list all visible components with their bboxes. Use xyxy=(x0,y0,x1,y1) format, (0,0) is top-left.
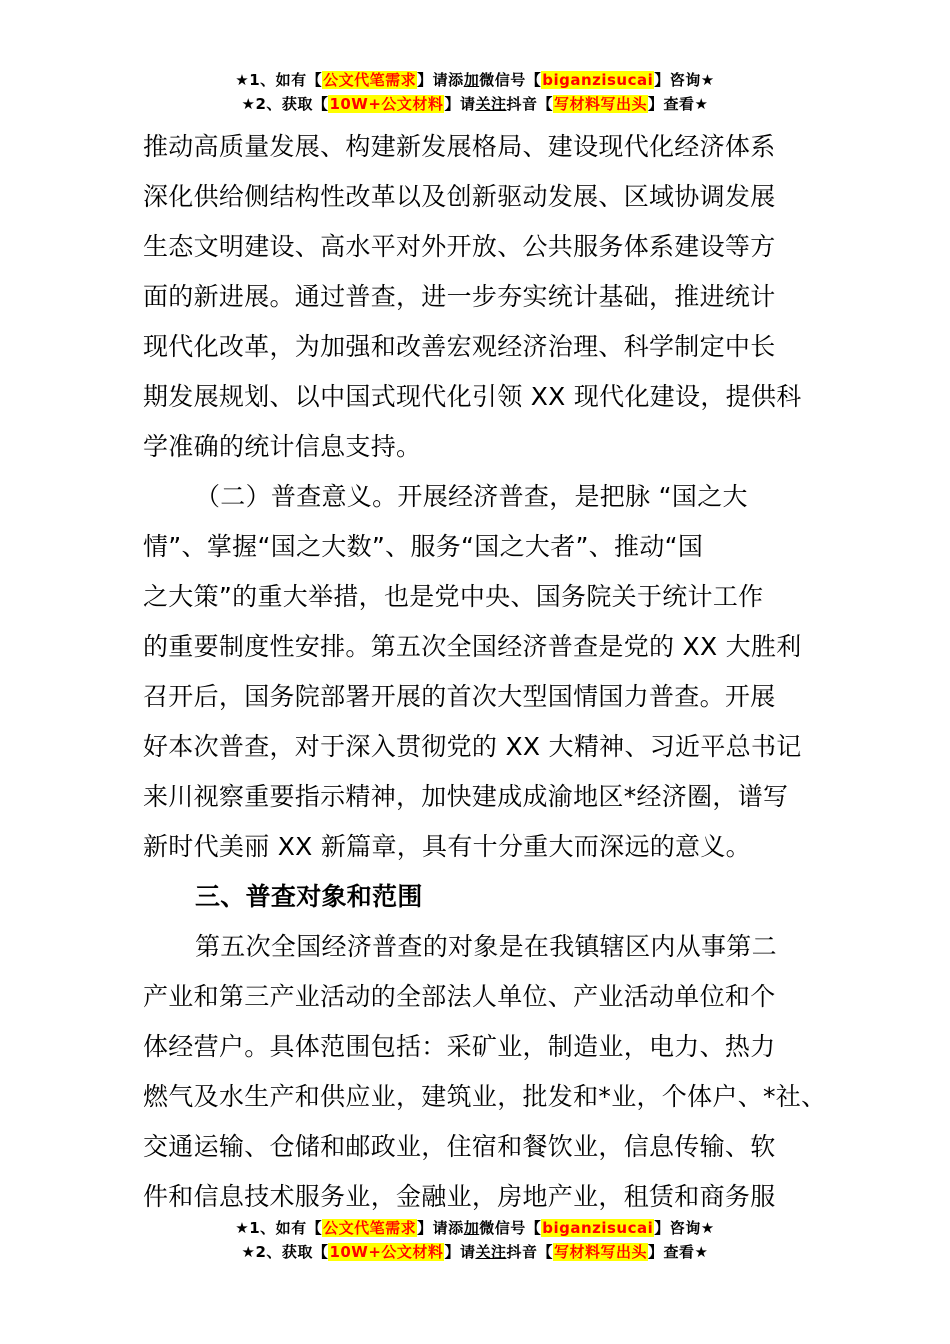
highlight-wechat-id: biganzisucai xyxy=(542,71,654,89)
text-line: 新时代美丽 XX 新篇章，具有十分重大而深远的意义。 xyxy=(143,832,751,861)
text-line: 期发展规划、以中国式现代化引领 XX 现代化建设，提供科 xyxy=(143,382,802,411)
highlight-materials: 10W+公文材料 xyxy=(329,95,444,113)
text-line: 现代化改革，为加强和改善宏观经济治理、科学制定中长 xyxy=(143,332,776,361)
text-line: 面的新进展。通过普查，进一步夯实统计基础，推进统计 xyxy=(143,282,776,311)
section-heading: 三、普查对象和范围 xyxy=(195,882,423,911)
highlight-douyin-account: 写材料写出头 xyxy=(553,1243,647,1261)
text-line: 交通运输、仓储和邮政业，住宿和餐饮业，信息传输、软 xyxy=(143,1132,776,1161)
text-line: 生态文明建设、高水平对外开放、公共服务体系建设等方 xyxy=(143,232,776,261)
paragraph-start: 第五次全国经济普查的对象是在我镇辖区内从事第二 xyxy=(195,932,777,961)
banner-line-1: ★1、如有【公文代笔需求】请添加微信号【biganzisucai】咨询★ xyxy=(235,1219,715,1237)
banner-line-2: ★2、获取【10W+公文材料】请关注抖音【写材料写出头】查看★ xyxy=(241,95,709,113)
highlight-materials: 10W+公文材料 xyxy=(329,1243,444,1261)
text-line: 好本次普查，对于深入贯彻党的 XX 大精神、习近平总书记 xyxy=(143,732,802,761)
text-line: 体经营户。具体范围包括：采矿业，制造业，电力、热力 xyxy=(143,1032,776,1061)
text-line: 来川视察重要指示精神，加快建成成渝地区*经济圈，谱写 xyxy=(143,782,789,811)
text-line: 召开后，国务院部署开展的首次大型国情国力普查。开展 xyxy=(143,682,776,711)
text-line: 学准确的统计信息支持。 xyxy=(143,432,422,461)
text-line: 燃气及水生产和供应业，建筑业，批发和*业，个体户、*社、 xyxy=(143,1082,827,1111)
highlight-wechat-id: biganzisucai xyxy=(542,1219,654,1237)
text-line: 的重要制度性安排。第五次全国经济普查是党的 XX 大胜利 xyxy=(143,632,802,661)
text-line: 情”、掌握“国之大数”、服务“国之大者”、推动“国 xyxy=(143,532,704,561)
paragraph-start: （二）普查意义。开展经济普查，是把脉 “国之大 xyxy=(195,482,748,511)
highlight-ghostwriting: 公文代笔需求 xyxy=(323,1219,417,1237)
highlight-ghostwriting: 公文代笔需求 xyxy=(323,71,417,89)
text-line: 推动高质量发展、构建新发展格局、建设现代化经济体系 xyxy=(143,132,776,161)
text-line: 深化供给侧结构性改革以及创新驱动发展、区域协调发展 xyxy=(143,182,776,211)
text-line: 件和信息技术服务业，金融业，房地产业，租赁和商务服 xyxy=(143,1182,776,1211)
text-line: 产业和第三产业活动的全部法人单位、产业活动单位和个 xyxy=(143,982,776,1011)
body-text xyxy=(143,122,833,1222)
banner-line-2: ★2、获取【10W+公文材料】请关注抖音【写材料写出头】查看★ xyxy=(241,1243,709,1261)
footer-banner xyxy=(0,1216,950,1264)
text-line: 之大策”的重大举措，也是党中央、国务院关于统计工作 xyxy=(143,582,764,611)
highlight-douyin-account: 写材料写出头 xyxy=(553,95,647,113)
header-banner xyxy=(0,68,950,116)
banner-line-1: ★1、如有【公文代笔需求】请添加微信号【biganzisucai】咨询★ xyxy=(235,71,715,89)
